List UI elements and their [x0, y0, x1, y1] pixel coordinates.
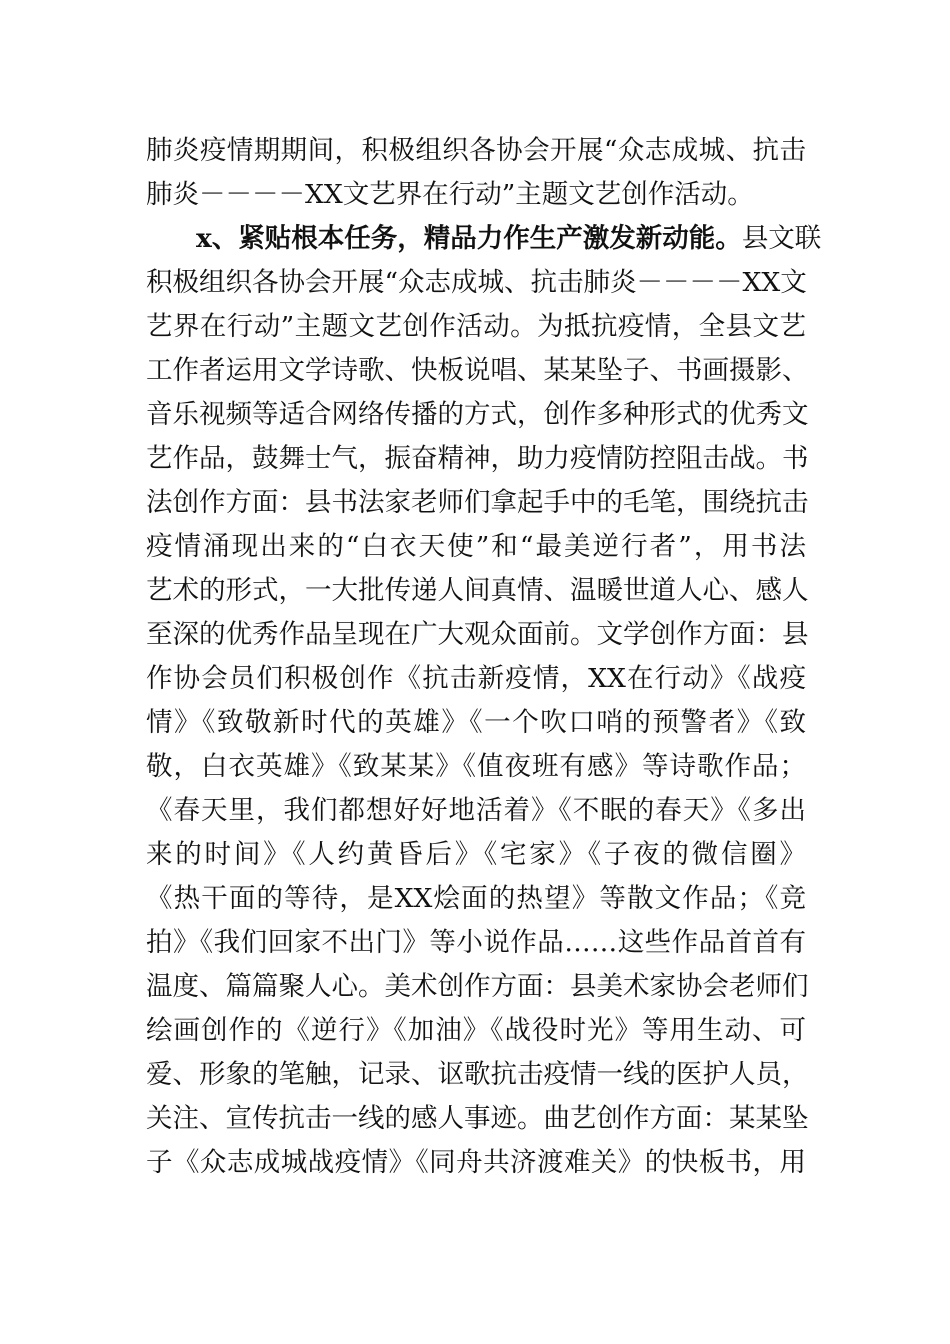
paragraph-2-line: 来的时间》《人约黄昏后》《宅家》《子夜的微信圈》 [146, 839, 806, 870]
paragraph-1-line-1: 肺炎疫情期期间，积极组织各协会开展“众志成城、抗击 [146, 135, 806, 166]
paragraph-2-line: 积极组织各协会开展“众志成城、抗击肺炎－－－－XX文 [146, 267, 807, 298]
paragraph-2-line: 关注、宣传抗击一线的感人事迹。曲艺创作方面：某某坠 [146, 1103, 809, 1134]
paragraph-2-line: 《春天里，我们都想好好地活着》《不眠的春天》《多出 [146, 795, 806, 826]
paragraph-2-line: 拍》《我们回家不出门》等小说作品……这些作品首首有 [146, 927, 806, 958]
paragraph-2-line: 敬，白衣英雄》《致某某》《值夜班有感》等诗歌作品； [146, 751, 806, 782]
paragraph-2-line: 作协会员们积极创作《抗击新疫情，XX在行动》《战疫 [146, 663, 806, 694]
paragraph-2-line: 疫情涌现出来的“白衣天使”和“最美逆行者”，用书法 [146, 531, 806, 562]
paragraph-2-lead-text: 县文联 [741, 223, 822, 254]
paragraph-2-line: 绘画创作的《逆行》《加油》《战役时光》等用生动、可 [146, 1015, 806, 1046]
paragraph-2-line: 音乐视频等适合网络传播的方式，创作多种形式的优秀文 [146, 399, 809, 430]
paragraph-2-line: 《热干面的等待，是XX烩面的热望》等散文作品；《竞 [146, 883, 806, 914]
section-heading: x、紧贴根本任务，精品力作生产激发新动能。 [196, 223, 742, 254]
paragraph-2-line: 艺界在行动”主题文艺创作活动。为抵抗疫情，全县文艺 [146, 311, 806, 342]
paragraph-2-line: 艺术的形式，一大批传递人间真情、温暖世道人心、感人 [146, 575, 809, 606]
paragraph-2-line: 艺作品，鼓舞士气，振奋精神，助力疫情防控阻击战。书 [146, 443, 809, 474]
paragraph-2-line: 子《众志成城战疫情》《同舟共济渡难关》的快板书，用 [146, 1147, 806, 1178]
paragraph-2-line-1 [196, 217, 822, 261]
paragraph-2-line: 温度、篇篇聚人心。美术创作方面：县美术家协会老师们 [146, 971, 809, 1002]
paragraph-2-line: 爱、形象的笔触，记录、讴歌抗击疫情一线的医护人员， [146, 1059, 809, 1090]
paragraph-2-line: 情》《致敬新时代的英雄》《一个吹口哨的预警者》《致 [146, 707, 806, 738]
paragraph-1-line-2: 肺炎－－－－XX文艺界在行动”主题文艺创作活动。 [146, 179, 754, 210]
paragraph-2-line: 法创作方面：县书法家老师们拿起手中的毛笔，围绕抗击 [146, 487, 809, 518]
paragraph-2-line: 至深的优秀作品呈现在广大观众面前。文学创作方面：县 [146, 619, 809, 650]
paragraph-2-line: 工作者运用文学诗歌、快板说唱、某某坠子、书画摄影、 [146, 355, 809, 386]
